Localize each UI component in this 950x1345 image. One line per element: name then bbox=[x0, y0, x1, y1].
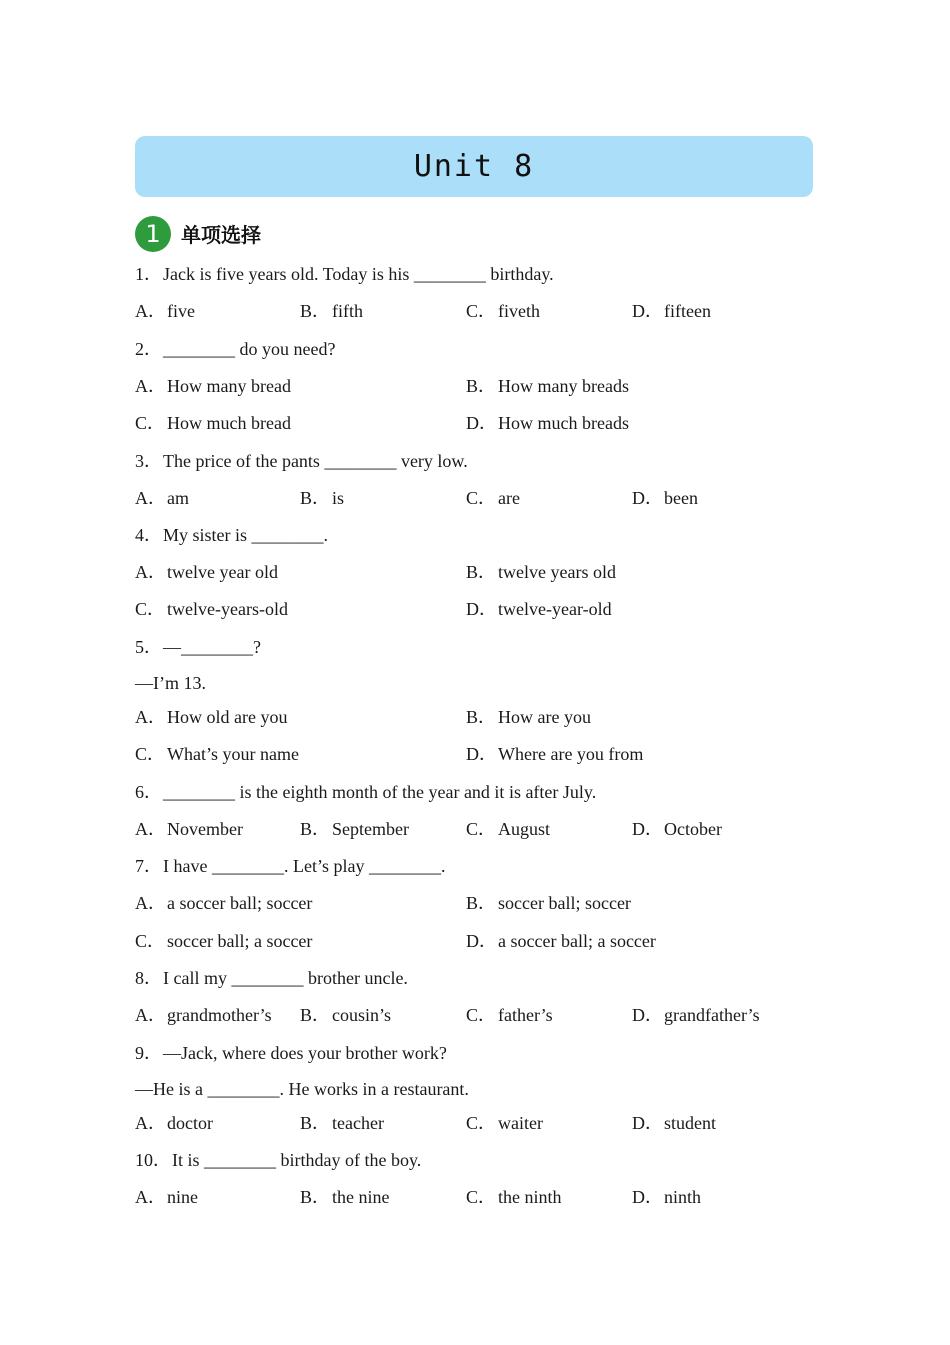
question-6 bbox=[135, 781, 596, 803]
question-text: The price of the pants ________ very low. bbox=[163, 451, 468, 471]
question-9 bbox=[135, 1042, 447, 1064]
option-4d: D．twelve-year-old bbox=[466, 599, 612, 619]
option-8d: D．grandfather’s bbox=[632, 1005, 760, 1025]
option-1a: A．five bbox=[135, 301, 195, 321]
question-number: 7． bbox=[135, 856, 162, 876]
unit-banner bbox=[135, 136, 813, 197]
option-1b: B． fifth bbox=[300, 301, 363, 321]
section-title: 单项选择 bbox=[181, 223, 261, 247]
option-1c: C． fiveth bbox=[466, 301, 540, 321]
option-10a: A．nine bbox=[135, 1187, 198, 1207]
option-3c: C． are bbox=[466, 488, 520, 508]
option-7d: D．a soccer ball; a soccer bbox=[466, 931, 656, 951]
option-6b: B． September bbox=[300, 819, 409, 839]
section-number-badge: 1 bbox=[135, 216, 171, 252]
option-5c: C． What’s your name bbox=[135, 744, 299, 764]
option-4a: A．twelve year old bbox=[135, 562, 278, 582]
question-number: 9． bbox=[135, 1043, 162, 1063]
option-6c: C． August bbox=[466, 819, 551, 839]
option-9a: A．doctor bbox=[135, 1113, 213, 1133]
question-9-reply: —He is a ________. He works in a restaurant. bbox=[135, 1079, 469, 1099]
question-3 bbox=[135, 450, 468, 472]
question-text: ________ is the eighth month of the year and it is after July. bbox=[163, 782, 597, 802]
unit-title: Unit 8 bbox=[413, 149, 535, 184]
question-number: 4． bbox=[135, 525, 162, 545]
question-8 bbox=[135, 967, 408, 989]
question-number: 6． bbox=[135, 782, 162, 802]
question-5-reply: —I’m 13. bbox=[135, 673, 206, 693]
question-number: 3． bbox=[135, 451, 162, 471]
option-2c: C． How much bread bbox=[135, 413, 291, 433]
question-number: 1． bbox=[135, 264, 162, 284]
question-text: My sister is ________. bbox=[163, 525, 329, 545]
question-number: 10． bbox=[135, 1150, 171, 1170]
question-number: 5． bbox=[135, 637, 162, 657]
question-10 bbox=[135, 1149, 421, 1171]
question-number: 8． bbox=[135, 968, 162, 988]
option-5b: B． How are you bbox=[466, 707, 591, 727]
question-text: I call my ________ brother uncle. bbox=[163, 968, 408, 988]
question-7 bbox=[135, 855, 445, 877]
option-2b: B． How many breads bbox=[466, 376, 629, 396]
option-5a: A．How old are you bbox=[135, 707, 288, 727]
option-3d: D．been bbox=[632, 488, 698, 508]
option-7b: B． soccer ball; soccer bbox=[466, 893, 631, 913]
option-10c: C． the ninth bbox=[466, 1187, 562, 1207]
question-text: —Jack, where does your brother work? bbox=[163, 1043, 447, 1063]
question-text: —________? bbox=[163, 637, 261, 657]
section-header bbox=[135, 215, 261, 252]
option-10b: B． the nine bbox=[300, 1187, 390, 1207]
option-5d: D．Where are you from bbox=[466, 744, 644, 764]
question-text: ________ do you need? bbox=[163, 339, 336, 359]
question-5 bbox=[135, 636, 261, 658]
option-1d: D．fifteen bbox=[632, 301, 711, 321]
option-9d: D．student bbox=[632, 1113, 716, 1133]
option-7a: A．a soccer ball; soccer bbox=[135, 893, 313, 913]
question-number: 2． bbox=[135, 339, 162, 359]
option-6d: D．October bbox=[632, 819, 722, 839]
question-2 bbox=[135, 338, 335, 360]
option-2d: D．How much breads bbox=[466, 413, 629, 433]
option-9b: B． teacher bbox=[300, 1113, 384, 1133]
question-4 bbox=[135, 524, 328, 546]
option-10d: D．ninth bbox=[632, 1187, 702, 1207]
option-8c: C． father’s bbox=[466, 1005, 553, 1025]
option-8b: B． cousin’s bbox=[300, 1005, 392, 1025]
question-text: Jack is five years old. Today is his ________ birthday. bbox=[163, 264, 554, 284]
option-3b: B． is bbox=[300, 488, 345, 508]
option-4b: B． twelve years old bbox=[466, 562, 616, 582]
option-6a: A．November bbox=[135, 819, 243, 839]
option-4c: C． twelve-years-old bbox=[135, 599, 288, 619]
question-text: I have ________. Let’s play ________. bbox=[163, 856, 446, 876]
option-8a: A．grandmother’s bbox=[135, 1005, 272, 1025]
option-2a: A．How many bread bbox=[135, 376, 291, 396]
option-7c: C． soccer ball; a soccer bbox=[135, 931, 313, 951]
question-text: It is ________ birthday of the boy. bbox=[172, 1150, 422, 1170]
option-9c: C． waiter bbox=[466, 1113, 543, 1133]
option-3a: A．am bbox=[135, 488, 189, 508]
question-1 bbox=[135, 263, 554, 285]
